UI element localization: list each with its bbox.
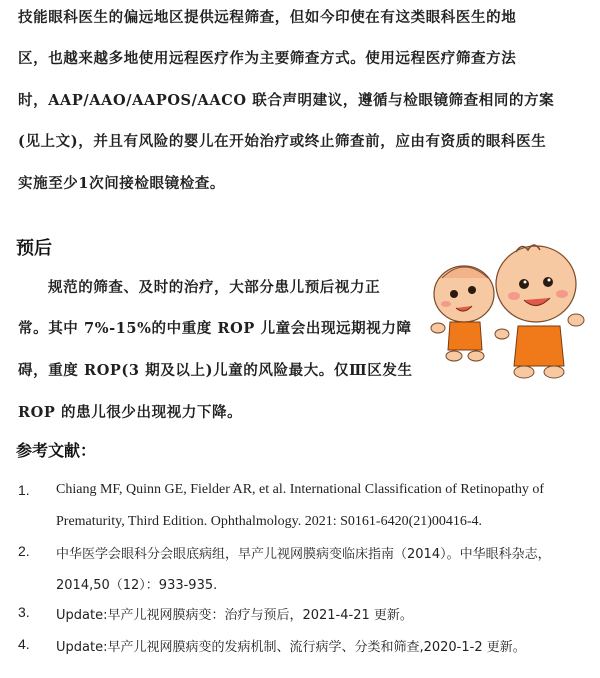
reference-2-line-2: 2014,50（12）：933-935. (56, 578, 218, 593)
large-baby-figure (495, 245, 584, 378)
prognosis-line-4: ROP 的患儿很少出现视力下降。 (18, 404, 243, 421)
prognosis-line-1: 规范的筛查、及时的治疗，大部分患儿预后视力正 (48, 279, 381, 296)
prognosis-line-2: 常。其中 7%-15%的中重度 ROP 儿童会出现远期视力障 (18, 320, 412, 337)
intro-line-3: 时，AAP/AAO/AAPOS/AACO 联合声明建议，遵循与检眼镜筛查相同的方案 (18, 92, 555, 109)
reference-number-4: 4. (18, 636, 30, 652)
reference-1-line-2: Prematurity, Third Edition. Ophthalmology. 2021: S0161-6420(21)00416-4. (56, 514, 483, 529)
reference-4-line-1: Update:早产儿视网膜病变的发病机制、流行病学、分类和筛查,2020-1-2 更新。 (56, 640, 526, 655)
reference-number-3: 3. (18, 604, 30, 620)
babies-illustration (424, 238, 592, 398)
intro-line-4: (见上文)，并且有风险的婴儿在开始治疗或终止筛查前，应由有资质的眼科医生 (18, 133, 547, 150)
small-baby-figure (431, 266, 494, 361)
intro-line-2: 区，也越来越多地使用远程医疗作为主要筛查方式。使用远程医疗筛查方法 (18, 50, 517, 67)
prognosis-line-3: 碍，重度 ROP(3 期及以上)儿童的风险最大。仅Ⅲ区发生 (18, 362, 413, 379)
reference-1-line-1: Chiang MF, Quinn GE, Fielder AR, et al. International Classification of Retinopathy of (56, 482, 545, 497)
prognosis-heading: 预后 (16, 238, 52, 259)
references-heading: 参考文献： (16, 441, 97, 460)
reference-number-1: 1. (18, 482, 30, 498)
intro-line-5: 实施至少1次间接检眼镜检查。 (18, 175, 225, 192)
reference-number-2: 2. (18, 543, 30, 559)
reference-2-line-1: 中华医学会眼科分会眼底病组，早产儿视网膜病变临床指南（2014）。中华眼科杂志， (56, 547, 551, 562)
reference-3-line-1: Update:早产儿视网膜病变：治疗与预后，2021-4-21 更新。 (56, 608, 413, 623)
intro-line-1: 技能眼科医生的偏远地区提供远程筛查，但如今印使在有这类眼科医生的地 (18, 9, 517, 26)
